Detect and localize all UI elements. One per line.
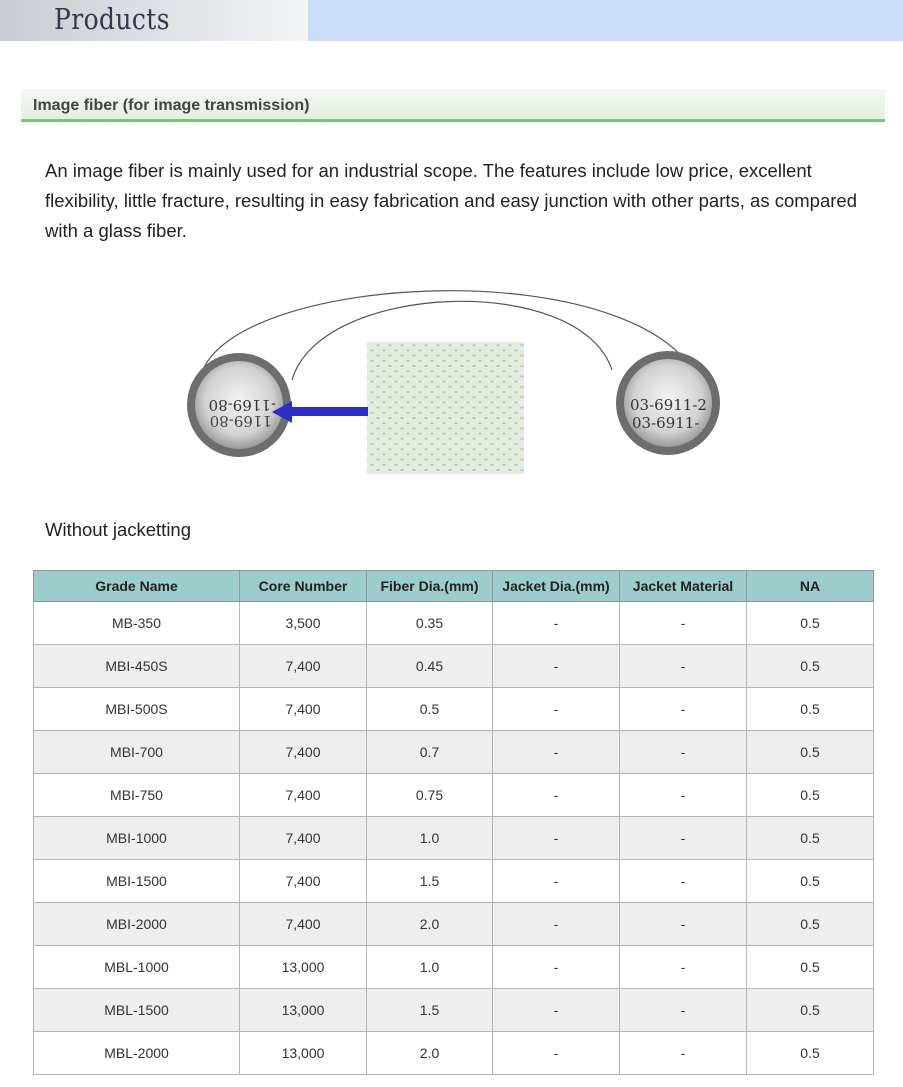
cell-fiber-dia: 0.7 [367, 731, 493, 774]
cell-fiber-dia: 1.0 [367, 946, 493, 989]
right-end-text-2: 03-6911- [632, 414, 700, 432]
page-title: Products [54, 2, 170, 36]
cell-jacket-dia: - [493, 989, 620, 1032]
spec-table [33, 570, 874, 1075]
cell-jacket-dia: - [493, 1032, 620, 1075]
cell-na: 0.5 [747, 989, 874, 1032]
table-caption: Without jacketting [45, 519, 192, 540]
cell-jacket-material: - [620, 1032, 747, 1075]
left-end-text-1: -1169-80 [208, 396, 276, 414]
table-row [34, 688, 874, 731]
cell-core-number: 13,000 [240, 946, 367, 989]
cell-jacket-material: - [620, 602, 747, 645]
cell-jacket-material: - [620, 817, 747, 860]
cell-core-number: 7,400 [240, 903, 367, 946]
cell-fiber-dia: 0.75 [367, 774, 493, 817]
cell-jacket-dia: - [493, 774, 620, 817]
cell-na: 0.5 [747, 774, 874, 817]
table-header-row [34, 571, 874, 602]
cell-jacket-material: - [620, 903, 747, 946]
cell-fiber-dia: 0.45 [367, 645, 493, 688]
cell-na: 0.5 [747, 860, 874, 903]
cell-jacket-dia: - [493, 731, 620, 774]
col-core-number: Core Number [240, 571, 367, 602]
cell-fiber-dia: 2.0 [367, 1032, 493, 1075]
cell-jacket-dia: - [493, 817, 620, 860]
cell-core-number: 7,400 [240, 860, 367, 903]
cell-jacket-material: - [620, 989, 747, 1032]
cell-fiber-dia: 1.0 [367, 817, 493, 860]
cell-grade-name: MBI-500S [34, 688, 240, 731]
table-row [34, 1032, 874, 1075]
cell-core-number: 7,400 [240, 731, 367, 774]
cell-core-number: 13,000 [240, 1032, 367, 1075]
cell-fiber-dia: 1.5 [367, 860, 493, 903]
table-row [34, 731, 874, 774]
cell-core-number: 7,400 [240, 688, 367, 731]
image-fiber-illustration [180, 262, 725, 482]
section-header [21, 89, 885, 122]
cell-grade-name: MBI-450S [34, 645, 240, 688]
table-row [34, 989, 874, 1032]
cell-jacket-dia: - [493, 946, 620, 989]
cell-jacket-material: - [620, 860, 747, 903]
cell-na: 0.5 [747, 903, 874, 946]
cell-na: 0.5 [747, 602, 874, 645]
col-jacket-dia: Jacket Dia.(mm) [493, 571, 620, 602]
table-row [34, 860, 874, 903]
table-row [34, 817, 874, 860]
col-grade-name: Grade Name [34, 571, 240, 602]
cell-jacket-dia: - [493, 903, 620, 946]
cell-core-number: 7,400 [240, 774, 367, 817]
cell-grade-name: MBI-1000 [34, 817, 240, 860]
cell-grade-name: MB-350 [34, 602, 240, 645]
cell-core-number: 7,400 [240, 645, 367, 688]
left-end-text-2: 1169-80 [209, 412, 272, 430]
cell-na: 0.5 [747, 1032, 874, 1075]
table-row [34, 946, 874, 989]
cell-jacket-material: - [620, 946, 747, 989]
cell-grade-name: MBL-1500 [34, 989, 240, 1032]
cell-jacket-dia: - [493, 602, 620, 645]
cell-na: 0.5 [747, 688, 874, 731]
table-row [34, 645, 874, 688]
cell-fiber-dia: 2.0 [367, 903, 493, 946]
table-row [34, 903, 874, 946]
header-banner [0, 0, 903, 41]
cell-grade-name: MBI-700 [34, 731, 240, 774]
col-jacket-material: Jacket Material [620, 571, 747, 602]
right-end-text-1: 03-6911-2 [630, 396, 707, 414]
col-fiber-dia: Fiber Dia.(mm) [367, 571, 493, 602]
banner-left-panel [0, 0, 308, 41]
cell-na: 0.5 [747, 946, 874, 989]
cell-core-number: 13,000 [240, 989, 367, 1032]
cell-jacket-dia: - [493, 645, 620, 688]
cell-grade-name: MBL-2000 [34, 1032, 240, 1075]
cell-na: 0.5 [747, 817, 874, 860]
cell-jacket-material: - [620, 688, 747, 731]
cell-jacket-dia: - [493, 860, 620, 903]
cell-fiber-dia: 0.35 [367, 602, 493, 645]
table-row [34, 774, 874, 817]
cell-na: 0.5 [747, 645, 874, 688]
section-title: Image fiber (for image transmission) [33, 97, 310, 114]
cell-grade-name: MBL-1000 [34, 946, 240, 989]
cell-jacket-material: - [620, 645, 747, 688]
cell-na: 0.5 [747, 731, 874, 774]
table-row [34, 602, 874, 645]
cell-fiber-dia: 1.5 [367, 989, 493, 1032]
cell-core-number: 7,400 [240, 817, 367, 860]
cell-grade-name: MBI-750 [34, 774, 240, 817]
intro-paragraph: An image fiber is mainly used for an industrial scope. The features include low price, excellent flexibility, little fracture, resulting in easy fabrication and easy junction with other parts, as compared with a glass fiber. [45, 160, 857, 241]
cell-jacket-material: - [620, 731, 747, 774]
cell-grade-name: MBI-1500 [34, 860, 240, 903]
col-na: NA [747, 571, 874, 602]
magnified-core-pattern [367, 342, 524, 474]
cell-grade-name: MBI-2000 [34, 903, 240, 946]
cell-jacket-material: - [620, 774, 747, 817]
cell-core-number: 3,500 [240, 602, 367, 645]
arrow-shaft [290, 407, 368, 416]
cell-fiber-dia: 0.5 [367, 688, 493, 731]
banner-right-panel [308, 0, 903, 41]
cell-jacket-dia: - [493, 688, 620, 731]
